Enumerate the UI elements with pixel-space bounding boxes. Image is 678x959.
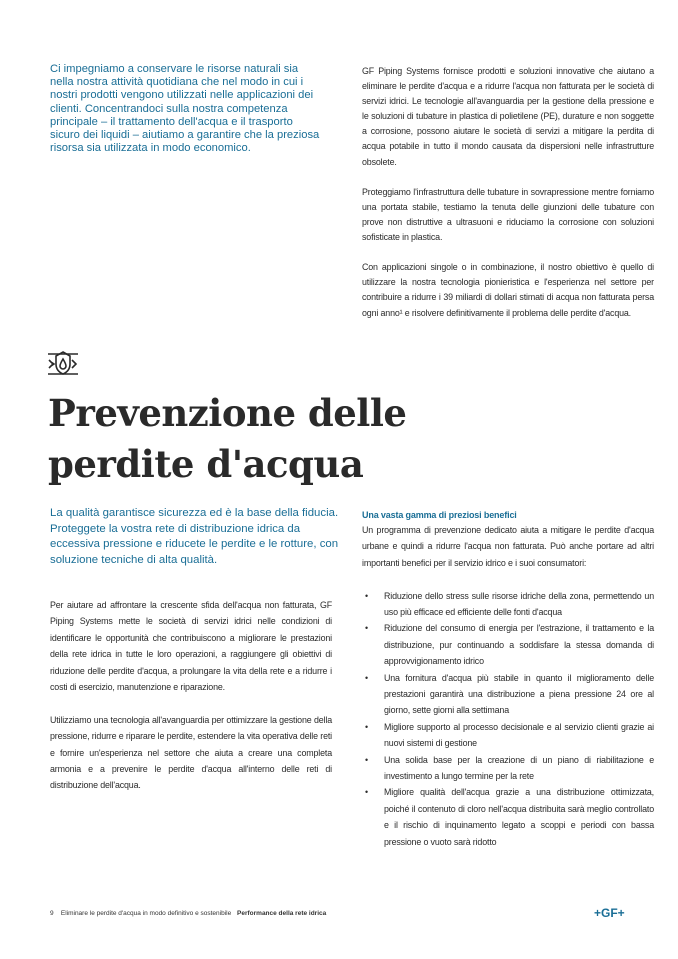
intro-paragraph: Ci impegniamo a conservare le risorse naturali sia nella nostra attività quotidiana che nel modo in cui i nostri prodotti vengono utilizzati nelle applicazioni dei clienti. Concentrandoci sulla nostra competenza principale – il trattamento dell'acqua e il trasporto sicuro dei liquidi – aiutiamo a garantire che la preziosa risorsa sia utilizzata in modo economico. [50,63,320,155]
benefits-section [362,508,654,850]
page-title [48,388,406,490]
left-column-body [50,597,332,810]
paragraph: Per aiutare ad affrontare la crescente sfida dell'acqua non fatturata, GF Piping Systems mette le società di servizi idrici nelle condizioni di identificare le opportunità che contribuiscono a migliorare le prestazioni della rete idrica in tutte le loro operazioni, a raggiungere gli obiettivi di riduzione delle perdite d'acqua, a prolungare la vita della rete e a ridurre i costi di esercizio, manutenzione e riparazione. [50,600,332,693]
subtitle: La qualità garantisce sicurezza ed è la base della fiducia. Proteggete la vostra rete di distribuzione idrica da eccessiva pressione e riducete le perdite e le rotture, con soluzione tecniche di alta qualità. [50,507,339,566]
bullet-icon: • [365,623,368,634]
list-item [362,670,654,719]
bullet-icon: • [365,590,368,601]
page-number: 9 [50,910,54,917]
list-item [362,719,654,752]
paragraph: GF Piping Systems fornisce prodotti e soluzioni innovative che aiutano a eliminare le perdite d'acqua e a ridurre l'acqua non fatturata per le società di servizi idrici. Le tecnologie all'avanguardia per la gestione della pressione e le soluzioni di tubature in plastica di polietilene (PE), durature e non soggette a corrosione, possono aiutare le società di servizi a mitigare la perdita di acqua potabile in tutto il mondo causata da dispersioni nelle infrastrutture obsolete. [362,66,654,167]
footer [50,910,326,917]
gf-logo: +GF+ [594,906,625,920]
document-title: Eliminare le perdite d'acqua in modo definitivo e sostenibile [60,910,232,917]
benefits-intro: Un programma di prevenzione dedicato aiuta a mitigare le perdite d'acqua urbane e quindi a ridurre l'acqua non fatturata. Può anche portare ad altri importanti benefici per il servizio idrico e i suoi consumatori: [362,525,654,568]
list-item-text: Riduzione del consumo di energia per l'estrazione, il trattamento e la distribuzione, pur continuando a soddisfare la stessa domanda di approvvigionamento idrico [384,623,654,667]
list-item-text: Una fornitura d'acqua più stabile in quanto il miglioramento delle prestazioni garantirà una distribuzione a piena pressione 24 ore al giorno, sette giorni alla settimana [384,672,654,716]
benefits-list [362,588,654,851]
title-line: perdite d'acqua [48,442,364,486]
list-item [362,752,654,785]
section-name: Performance della rete idrica [237,910,327,917]
pipe-leak-shield-icon [47,350,79,383]
bullet-icon: • [365,672,368,683]
list-item-text: Migliore qualità dell'acqua grazie a una distribuzione ottimizzata, poiché il contenuto di cloro nell'acqua distribuita sarà meglio controllato e il rischio di inquinamento legato a scoppi e periodi con bassa pressione o vuoto sarà ridotto [384,787,654,847]
list-item [362,588,654,621]
list-item-text: Migliore supporto al processo decisionale e al servizio clienti grazie ai nuovi sistemi di gestione [384,721,654,749]
right-column-top [362,64,654,336]
bullet-icon: • [365,721,368,732]
paragraph: Utilizziamo una tecnologia all'avanguardia per ottimizzare la gestione della pressione, ridurre e riparare le perdite, estendere la vita operativa delle reti e fornire un'esperienza nel settore che aiuta a creare una completa armonia e a prevenire le perdite d'acqua all'interno delle reti di distribuzione dell'acqua. [50,714,332,791]
list-item [362,620,654,669]
bullet-icon: • [365,754,368,765]
paragraph: Proteggiamo l'infrastruttura delle tubature in sovrapressione mentre forniamo una portata stabile, testiamo la tenuta delle giunzioni delle tubature con prove non distruttive a ultrasuoni e riduciamo la corrosione con soluzioni sofisticate in plastica. [362,186,654,243]
list-item-text: Una solida base per la creazione di un piano di riabilitazione e investimento a lungo termine per la rete [384,754,654,782]
bullet-icon: • [365,787,368,798]
paragraph: Con applicazioni singole o in combinazione, il nostro obiettivo è quello di utilizzare la nostra tecnologia pionieristica e l'esperienza nel settore per contribuire a ridurre i 39 miliardi di dollari stimati di acqua non fatturata persa ogni anno¹ e risolvere definitivamente il problema delle perdite d'acqua. [362,262,654,318]
title-line: Prevenzione delle [48,391,407,435]
list-item [362,784,654,850]
benefits-heading: Una vasta gamma di preziosi benefici [362,510,517,520]
list-item-text: Riduzione dello stress sulle risorse idriche della zona, permettendo un uso più efficace ed efficiente delle fonti d'acqua [384,590,654,618]
